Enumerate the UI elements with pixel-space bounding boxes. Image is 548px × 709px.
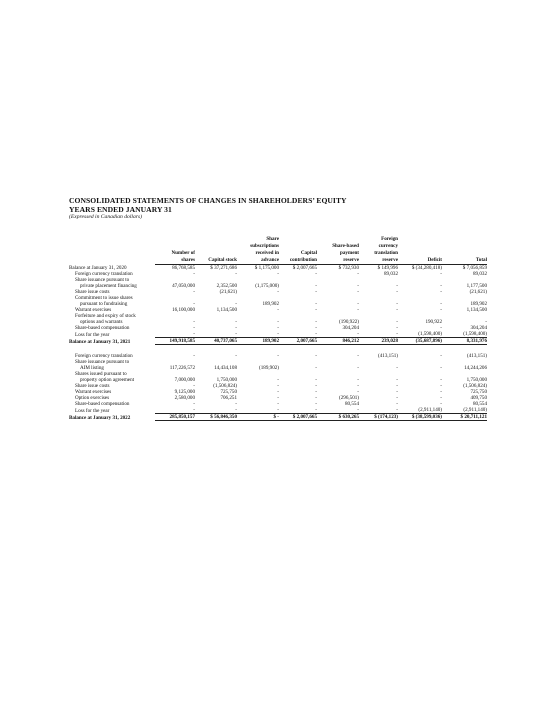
column-header-blank — [69, 236, 155, 243]
row-value: - — [315, 271, 317, 278]
row-value: - — [193, 271, 195, 278]
column-header: Capital — [300, 250, 317, 257]
row-value: 239,028 — [359, 338, 398, 345]
row-value: - — [195, 331, 237, 338]
row-value: (1,506,824) — [213, 383, 237, 390]
row-value: (190,922) — [339, 319, 359, 326]
row-value: - — [237, 331, 279, 338]
row-value: - — [357, 353, 359, 360]
row-value: - — [315, 283, 317, 290]
column-header: reserve — [359, 257, 398, 265]
row-value: (21,621) — [469, 289, 487, 296]
row-value: - — [357, 289, 359, 296]
row-value: (1,598,400) — [398, 331, 442, 338]
row-label: Forfeiture and expiry of stock — [75, 313, 136, 320]
statement-period: YEARS ENDED JANUARY 31 — [69, 205, 172, 214]
row-value: 86,768,585 — [172, 265, 195, 272]
row-value: - — [315, 383, 317, 390]
row-value: $ - — [237, 414, 279, 421]
row-value: - — [315, 365, 317, 372]
row-value: 80,554 — [344, 401, 359, 408]
row-value: - — [440, 289, 442, 296]
column-header: received in — [255, 250, 279, 257]
row-value: 1,134,500 — [216, 307, 237, 314]
row-value: - — [357, 301, 359, 308]
row-value: (1,598,400) — [442, 331, 487, 338]
row-value: (413,151) — [467, 353, 487, 360]
row-value: - — [357, 389, 359, 396]
row-value: - — [235, 271, 237, 278]
row-value: $ 2,007,665 — [279, 414, 317, 421]
row-value: 846,212 — [317, 338, 359, 345]
row-value: 2,580,000 — [174, 395, 195, 402]
row-value: 725,750 — [470, 389, 487, 396]
column-header — [279, 243, 317, 250]
row-label: Balance at January 31, 2021 — [69, 338, 131, 345]
row-label: Loss for the year — [75, 331, 110, 338]
row-value: 16,100,000 — [172, 307, 195, 314]
row-value: 190,922 — [425, 319, 442, 326]
row-value: - — [440, 377, 442, 384]
row-value: - — [193, 301, 195, 308]
row-value: 1,750,000 — [466, 377, 487, 384]
row-label: Share issue costs — [75, 289, 110, 296]
row-value: - — [279, 407, 317, 414]
column-header: reserve — [317, 257, 359, 265]
row-value: - — [277, 271, 279, 278]
row-label: Loss for the year — [75, 407, 110, 414]
row-label: property option agreement — [80, 377, 135, 384]
row-value: - — [315, 389, 317, 396]
row-value: - — [277, 395, 279, 402]
column-header: translation — [374, 250, 398, 257]
row-value: - — [396, 325, 398, 332]
row-value: $ 37,271,686 — [210, 265, 237, 272]
row-value: - — [315, 353, 317, 360]
column-header: Share — [266, 236, 279, 242]
row-label: private placement financing — [80, 283, 137, 290]
row-label: Shares issued pursuant to — [75, 371, 127, 378]
row-value: - — [440, 365, 442, 372]
column-header — [398, 243, 442, 250]
row-value: - — [396, 395, 398, 402]
row-value: - — [277, 377, 279, 384]
row-value: - — [193, 289, 195, 296]
row-value: - — [396, 389, 398, 396]
row-value: - — [396, 383, 398, 390]
row-value: 149,918,585 — [155, 338, 195, 345]
row-value: - — [357, 307, 359, 314]
row-label: Option exercises — [75, 395, 110, 402]
column-header-row — [69, 250, 487, 257]
row-value: - — [277, 289, 279, 296]
row-value: - — [440, 307, 442, 314]
row-value: - — [277, 307, 279, 314]
spacer-cell — [69, 345, 487, 354]
row-value: - — [235, 319, 237, 326]
row-value: (1,175,000) — [255, 283, 279, 290]
column-header: Deficit — [398, 257, 442, 265]
column-header: advance — [237, 257, 279, 265]
column-header: currency — [378, 243, 398, 250]
row-value: - — [279, 331, 317, 338]
column-header — [195, 250, 237, 257]
row-value: - — [396, 319, 398, 326]
row-value: 47,050,000 — [172, 283, 195, 290]
row-value: - — [440, 271, 442, 278]
spacer-row — [69, 345, 487, 354]
row-label: Share-based compensation — [75, 401, 130, 408]
row-value: 189,902 — [262, 301, 279, 308]
column-header: payment — [340, 250, 359, 257]
row-value: - — [277, 383, 279, 390]
row-value: - — [315, 401, 317, 408]
row-value: $ 2,007,665 — [292, 265, 317, 272]
row-value: - — [193, 401, 195, 408]
row-value: 1,177,500 — [466, 283, 487, 290]
column-header-blank — [69, 250, 155, 257]
column-header — [279, 236, 317, 243]
row-value: 2,352,500 — [216, 283, 237, 290]
row-value: - — [317, 331, 359, 338]
row-value: 14,434,108 — [214, 365, 237, 372]
column-header — [442, 236, 487, 243]
row-value: 40,737,065 — [195, 338, 237, 345]
row-value: (413,151) — [378, 353, 398, 360]
row-value: - — [315, 301, 317, 308]
row-value: - — [396, 401, 398, 408]
statement-title: CONSOLIDATED STATEMENTS OF CHANGES IN SHAREHOLDERS’ EQUITY — [69, 196, 347, 205]
row-label: AIM listing — [80, 365, 104, 372]
column-header — [195, 236, 237, 243]
row-value: - — [485, 319, 487, 326]
row-value: - — [315, 289, 317, 296]
row-value: - — [277, 401, 279, 408]
column-header-blank — [69, 243, 155, 250]
row-value: - — [396, 301, 398, 308]
row-value: 285,850,157 — [155, 414, 195, 421]
column-header: Share-based — [332, 243, 359, 250]
row-value: - — [193, 325, 195, 332]
row-value: 1,134,500 — [466, 307, 487, 314]
row-value: $ (34,280,418) — [411, 265, 442, 272]
row-label: Warrant exercises — [75, 389, 112, 396]
column-header: Total — [442, 257, 487, 265]
row-value: 9,125,000 — [174, 389, 195, 396]
row-value: - — [315, 325, 317, 332]
row-value: - — [440, 301, 442, 308]
column-header: contribution — [279, 257, 317, 265]
row-value: - — [396, 283, 398, 290]
row-value: - — [235, 301, 237, 308]
row-value: 304,204 — [342, 325, 359, 332]
row-label: Foreign currency translation — [75, 353, 133, 360]
row-value: 725,750 — [220, 389, 237, 396]
row-value: - — [396, 307, 398, 314]
row-value: 706,251 — [220, 395, 237, 402]
column-header: Number of — [171, 250, 195, 257]
table-row — [69, 338, 487, 345]
row-value: - — [359, 331, 398, 338]
row-label: Share issuance pursuant to — [75, 359, 130, 366]
row-value: 8,331,976 — [442, 338, 487, 345]
row-label: Balance at January 31, 2020 — [69, 265, 127, 272]
statement-title-block — [69, 196, 489, 221]
row-value: 409,750 — [470, 395, 487, 402]
row-value: - — [195, 407, 237, 414]
row-value: $ 149,996 — [377, 265, 398, 272]
row-value: - — [440, 383, 442, 390]
row-value: - — [315, 377, 317, 384]
row-label: Share issue costs — [75, 383, 110, 390]
column-header-row — [69, 243, 487, 250]
row-value: - — [315, 395, 317, 402]
row-value: $ (38,599,036) — [398, 414, 442, 421]
row-value: - — [193, 383, 195, 390]
row-value: (2,911,140) — [442, 407, 487, 414]
row-value: 2,007,665 — [279, 338, 317, 345]
column-header-blank — [69, 257, 155, 265]
row-label: Commitment to issue shares — [75, 295, 133, 302]
row-value: - — [315, 307, 317, 314]
row-value: 89,032 — [472, 271, 487, 278]
row-value: - — [315, 319, 317, 326]
column-header — [195, 243, 237, 250]
row-value: (2,911,140) — [398, 407, 442, 414]
column-header: shares — [155, 257, 195, 265]
row-value: - — [155, 331, 195, 338]
row-label: Balance at January 31, 2022 — [69, 414, 131, 421]
row-value: - — [440, 401, 442, 408]
row-value: - — [277, 389, 279, 396]
column-header — [155, 243, 195, 250]
row-value: - — [357, 283, 359, 290]
row-value: (21,621) — [219, 289, 237, 296]
row-value: 304,204 — [470, 325, 487, 332]
column-header — [317, 236, 359, 243]
column-header: Foreign — [381, 236, 398, 242]
row-value: - — [277, 353, 279, 360]
row-value: $ 20,711,121 — [442, 414, 487, 421]
row-value: 7,000,000 — [174, 377, 195, 384]
row-value: - — [277, 319, 279, 326]
row-value: $ 732,930 — [338, 265, 359, 272]
row-value: - — [317, 407, 359, 414]
row-value: - — [359, 407, 398, 414]
row-value: $ 7,056,859 — [462, 265, 487, 272]
row-value: (189,902) — [259, 365, 279, 372]
row-value: 14,244,206 — [464, 365, 487, 372]
row-value: 189,902 — [470, 301, 487, 308]
row-value: 117,226,572 — [169, 365, 195, 372]
column-header-row — [69, 236, 487, 243]
row-value: 80,554 — [472, 401, 487, 408]
row-value: - — [235, 325, 237, 332]
row-label: pursuant to fundraising — [80, 301, 128, 308]
row-value: - — [440, 325, 442, 332]
row-value: 89,032 — [383, 271, 398, 278]
row-value: 189,902 — [237, 338, 279, 345]
column-header — [398, 250, 442, 257]
row-label: Share issuance pursuant to — [75, 277, 130, 284]
column-header-row — [69, 257, 487, 265]
row-value: - — [357, 271, 359, 278]
row-value: $ 1,175,000 — [254, 265, 279, 272]
row-label: Foreign currency translation — [75, 271, 133, 278]
row-value: (296,501) — [339, 395, 359, 402]
column-header: Capital stock — [195, 257, 237, 265]
row-value: (35,687,896) — [398, 338, 442, 345]
row-value: $ 630,265 — [317, 414, 359, 421]
row-value: - — [237, 407, 279, 414]
column-header: subscriptions — [250, 243, 279, 250]
row-value: - — [357, 365, 359, 372]
table-row — [69, 414, 487, 421]
row-value: - — [440, 395, 442, 402]
row-value: - — [155, 407, 195, 414]
equity-statement-table — [69, 236, 487, 421]
column-header — [442, 250, 487, 257]
row-value: - — [440, 389, 442, 396]
row-value: - — [193, 319, 195, 326]
row-label: options and warrants — [80, 319, 123, 326]
row-value: - — [396, 365, 398, 372]
row-value: - — [357, 377, 359, 384]
row-value: - — [235, 353, 237, 360]
column-header — [155, 236, 195, 243]
row-value: - — [277, 325, 279, 332]
row-value: $ 56,846,350 — [195, 414, 237, 421]
row-value: - — [440, 283, 442, 290]
row-value: - — [440, 353, 442, 360]
row-value: - — [357, 383, 359, 390]
row-value: $ (174,123) — [359, 414, 398, 421]
row-label: Warrant exercises — [75, 307, 112, 314]
statement-currency-note: (Expressed in Canadian dollars) — [69, 214, 142, 220]
row-value: 1,750,000 — [216, 377, 237, 384]
row-value: - — [396, 289, 398, 296]
column-header — [398, 236, 442, 243]
column-header — [442, 243, 487, 250]
row-value: - — [193, 353, 195, 360]
row-value: (1,506,824) — [463, 383, 487, 390]
row-value: - — [396, 377, 398, 384]
row-value: - — [235, 401, 237, 408]
row-label: Share-based compensation — [75, 325, 130, 332]
